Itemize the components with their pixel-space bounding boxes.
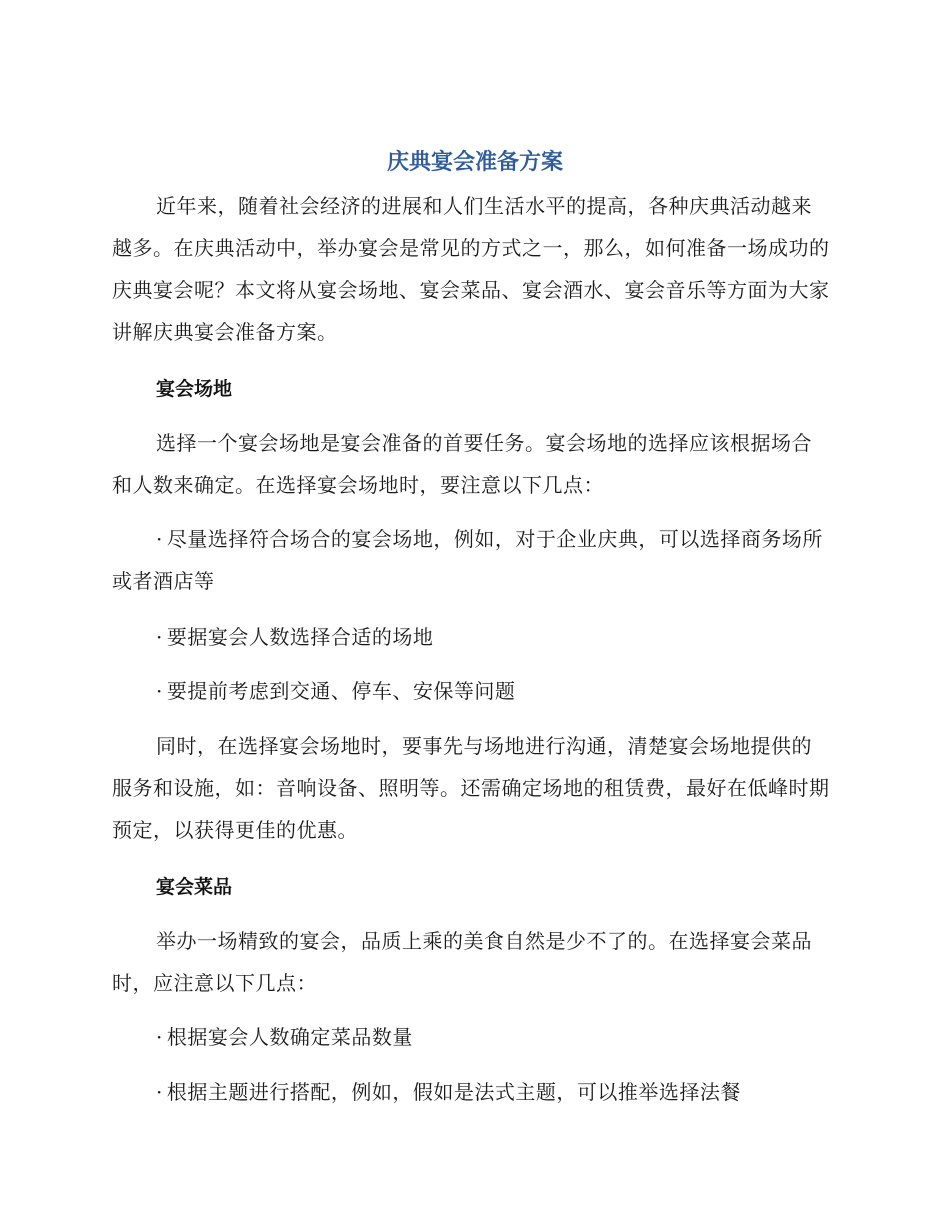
venue-bullet-1 — [112, 518, 830, 602]
bullet-text: 要据宴会人数选择合适的场地 — [166, 625, 434, 649]
dishes-bullet-1 — [112, 1016, 830, 1058]
bullet-mark: · — [156, 679, 163, 703]
bullet-text: 根据宴会人数确定菜品数量 — [166, 1025, 413, 1049]
venue-closing-paragraph: 同时，在选择宴会场地时，要事先与场地进行沟通，清楚宴会场地提供的服务和设施，如：音响设备、照明等。还需确定场地的租赁费，最好在低峰时期预定，以获得更佳的优惠。 — [112, 734, 830, 842]
document-title: 庆典宴会准备方案 — [386, 150, 563, 175]
bullet-mark: · — [156, 625, 163, 649]
venue-bullet-3 — [112, 670, 830, 712]
dishes-bullet-2 — [112, 1071, 830, 1113]
dishes-paragraph: 举办一场精致的宴会，品质上乘的美食自然是少不了的。在选择宴会菜品时，应注意以下几点： — [112, 929, 812, 995]
bullet-mark: · — [156, 1025, 163, 1049]
bullet-mark: · — [156, 1080, 163, 1104]
bullet-text: 根据主题进行搭配，例如，假如是法式主题，可以推举选择法餐 — [166, 1080, 741, 1104]
section-heading-venue: 宴会场地 — [156, 378, 233, 400]
bullet-text: 尽量选择符合场合的宴会场地，例如，对于企业庆典，可以选择商务场所或者酒店等 — [112, 527, 823, 593]
bullet-mark: · — [156, 527, 163, 551]
venue-bullet-2 — [112, 616, 830, 658]
bullet-text: 要提前考虑到交通、停车、安保等问题 — [166, 679, 516, 703]
venue-paragraph: 选择一个宴会场地是宴会准备的首要任务。宴会场地的选择应该根据场合和人数来确定。在选择宴会场地时，要注意以下几点： — [112, 431, 812, 497]
intro-paragraph: 近年来，随着社会经济的进展和人们生活水平的提高，各种庆典活动越来越多。在庆典活动中，举办宴会是常见的方式之一，那么，如何准备一场成功的庆典宴会呢？本文将从宴会场地、宴会菜品、宴会酒水、宴会音乐等方面为大家讲解庆典宴会准备方案。 — [112, 194, 830, 344]
section-heading-dishes: 宴会菜品 — [156, 876, 233, 898]
